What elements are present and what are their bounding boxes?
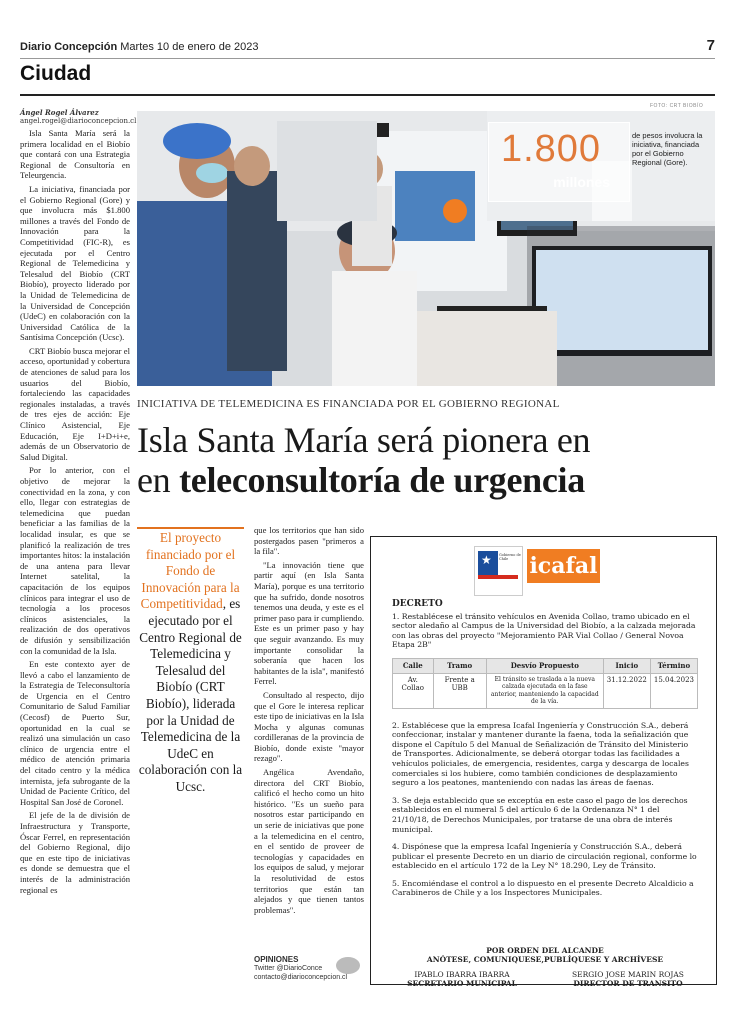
author-name: Ángel Rogel Álvarez: [20, 108, 99, 117]
table-header-row: [393, 658, 698, 673]
order-line-2: ANÓTESE, COMUNIQUESE,PUBLÍQUESE Y ARCHÍVESE: [426, 955, 664, 964]
masthead-rule: [20, 58, 715, 59]
pull-quote-text: , es ejecutado por el Centro Regional de Telemedicina y Telesalud del Biobío (CRT Biobío), liderada por la Unidad de Telemedicina de la UdeC en colaboración con la Ucsc.: [138, 596, 243, 794]
photo-credit: FOTO: CRT BIOBÍO: [650, 103, 704, 109]
government-logo: [474, 546, 523, 596]
pull-quote-rule: [137, 527, 244, 529]
callout-text: de pesos involucra la iniciativa, financiada por el Gobierno Regional (Gore).: [632, 131, 703, 167]
speech-bubble-icon: [336, 957, 360, 974]
table-header: Tramo: [433, 658, 486, 673]
issue-date: Martes 10 de enero de 2023: [120, 41, 259, 53]
opinions-title: OPINIONES: [254, 955, 299, 964]
page-number: 7: [706, 37, 715, 54]
paragraph: Isla Santa María será la primera localidad en el Biobío que contará con una Estrategia Regional de Consultoría en Teleurgencia.: [20, 128, 130, 181]
paragraph: En este contexto ayer de llevó a cabo el lanzamiento de la Estrategia de Teleconsultoría de Urgencia en el Centro Comunitario de Salud Familiar (Cecosf) de Puerto Sur, oportunidad en la cual se realizó una simulación un caso clínico de urgencia entre el médico de atención primaria del citado centro y la médica internista, jefa subrogante de la Unidad de Paciente Crítico, del Hospital San José de Coronel.: [20, 659, 130, 807]
newspaper-name: Diario Concepción: [20, 41, 118, 53]
paragraph: Consultado al respecto, dijo que el Gore le interesa replicar este tipo de iniciativas en la Isla Mocha y algunas comunas cordilleranas de la provincia de Biobío, donde existe "mayor rezago".: [254, 689, 364, 764]
table-cell: El tránsito se traslada a la nueva calzada ejecutada en la fase anterior, manteniendo la capacidad de la vía.: [486, 673, 603, 708]
order-line-1: POR ORDEN DEL ALCANDE: [486, 946, 604, 955]
author-email: angel.rogel@diarioconcepcion.cl: [20, 117, 137, 125]
signature-role: SECRETARIO MUNICIPAL: [407, 979, 517, 988]
government-logo-text: Gobierno de Chile: [499, 553, 521, 561]
article-column-middle: [254, 525, 364, 957]
paragraph: Angélica Avendaño, directora del CRT Biobío, calificó el hecho como un hito histórico. "Es un sueño para nosotros estar participando en un serie de iniciativas que pone a la telemedicina en el centro, en el sentido de proveer de tecnologías y capacidades en los equipos de salud, y mejorar la resolutividad de estos territorios que están tan alejados y que tienen tantos problemas".: [254, 767, 364, 915]
kicker: INICIATIVA DE TELEMEDICINA ES FINANCIADA POR EL GOBIERNO REGIONAL: [137, 398, 560, 410]
signature-director: [558, 970, 698, 988]
table-header: Inicio: [603, 658, 650, 673]
table-header: Calle: [393, 658, 434, 673]
decree-item: 3. Se deja establecido que se exceptúa en este caso el pago de los derechos establecidos en el numeral 5 del artículo 6 de la Ordenanza N° 1 del 21/10/18, de Derechos Municipales, por tratarse de una obra de interés municipal.: [392, 795, 688, 834]
table-cell: 15.04.2023: [650, 673, 697, 708]
icafal-logo: icafal: [527, 549, 600, 583]
pull-quote-highlight: El proyecto financiado por el Fondo de Innovación para la Competitividad: [140, 530, 240, 612]
table-cell: Av. Collao: [393, 673, 434, 708]
decree-item: 4. Dispónese que la empresa Icafal Ingeniería y Construcción S.A., deberá publicar el presente Decreto en un diario de circulación regional, conforme lo establecido en el artículo 172 de la Ley N° 18.290, Ley de Tránsito.: [392, 842, 697, 871]
paragraph: "La innovación tiene que partir aquí (en Isla Santa María), porque es una territorio que ha sufrido, donde nosotros tenemos una deuda, y este es el primer paso para ir cumpliendo. Este es un primer paso y hay que seguir avanzando. Es muy importante consolidar la soberanía que hacen los habitantes de la isla", manifestó Ferrel.: [254, 559, 364, 687]
signature-name: IPABLO IBARRA IBARRA: [414, 970, 510, 979]
paragraph: que los territorios que han sido postergados pasen "primeros a la fila".: [254, 525, 364, 557]
headline-bold: teleconsultoría de urgencia: [179, 460, 585, 500]
table-header: Término: [650, 658, 697, 673]
pull-quote: [137, 530, 244, 796]
headline-regular: en: [137, 460, 180, 500]
table-header: Desvío Propuesto: [486, 658, 603, 673]
decree-body: [392, 600, 698, 906]
signature-name: SERGIO JOSE MARIN ROJAS: [572, 970, 684, 979]
byline: [20, 108, 135, 126]
star-icon: ★: [481, 553, 492, 567]
callout-amount: 1.800: [500, 128, 602, 170]
article-column-left: [20, 128, 130, 990]
masthead: [20, 37, 715, 59]
headline: [137, 420, 727, 500]
headline-line-1: Isla Santa María será pionera en: [137, 420, 591, 460]
section-title: Ciudad: [20, 62, 92, 85]
paragraph: CRT Biobío busca mejorar el acceso, oportunidad y cobertura de atenciones de salud para los usuarios del Biobío, fortaleciendo las capacidades regionales instaladas, a través de tres ejes de acción: Eje Clínico Asistencial, Eje Educación, Eje I+D+i+e, además de un Observatorio de Salud Digital.: [20, 345, 130, 462]
paragraph: La iniciativa, financiada por el Gobierno Regional (Gore) y que involucra más $1.800 millones a través del Fondo de Innovación para la Competitividad (FIC-R), es ejecutada por el Centro Regional de Telemedicina y Telesalud del Biobío (CRT Biobío), proyecto liderado por la Unidad de Telemedicina de la Universidad de Concepción (UdeC) en colaboración con la Universidad Católica de la Santísima Concepción (Ucsc).: [20, 183, 130, 343]
signature-role: DIRECTOR DE TRANSITO: [573, 979, 683, 988]
callout-unit: millones: [553, 174, 610, 190]
paragraph: El jefe de la de división de Infraestructura y Transporte, Óscar Ferrel, en representación del Gobierno Regional, dijo que en este tipo de iniciativas es donde se demuestra que el interés de la administración regional es: [20, 810, 130, 895]
paragraph: Por lo anterior, con el objetivo de mejorar la conectividad en la zona, y con ello, llegar con estrategias de telemedicina que puedan beneficiar a las familias de la localidad insular, es que se planificó la realización de tres importantes hitos: la instalación de una antena para llevar Internet satelital, la capacitación de los equipos clínicos para integrar el uso de tecnología a los procesos clínicos asistenciales, la realización de dos operativos de difusión y sensibilización con la comunidad de la Isla.: [20, 465, 130, 656]
detour-table: [392, 658, 698, 709]
table-row: [393, 673, 698, 708]
decree-item: 5. Encomiéndase el control a lo dispuesto en el presente Decreto Alcaldicio a Carabineros de Chile y a los Inspectores Municipales.: [392, 878, 694, 898]
decree-order: [392, 946, 698, 964]
opinions-email[interactable]: contacto@diarioconcepcion.cl: [254, 974, 348, 981]
decree-item: 1. Restablécese el tránsito vehículos en Avenida Collao, tramo ubicado en el sector aledaño al Campus de la Universidad del Biobío, a la calzada mejorada con las obras del proyecto "Mejoramiento PAR Vial Collao / General Novoa Etapa 2B": [392, 611, 696, 650]
decree-item: 2. Establécese que la empresa Icafal Ingeniería y Construcción S.A., deberá confeccionar, instalar y mantener durante la faena, toda la señalización que dispone el Capítulo 5 del Manual de Señalización de Tránsito del Ministerio de Transportes. Adicionalmente, se deberá otorgar todas las facilidades a vehículos policiales, de emergencia, residentes, carga y descarga de locales comerciales si los hubiere, como también condiciones de desplazamiento seguro a los peatones, manteniendo con nadas las áreas de faenas.: [392, 720, 689, 788]
table-cell: 31.12.2022: [603, 673, 650, 708]
decree-title: DECRETO: [392, 599, 443, 609]
signature-secretary: [392, 970, 532, 988]
section-rule: [20, 94, 715, 96]
table-cell: Frente a UBB: [433, 673, 486, 708]
opinions-twitter[interactable]: Twitter @DiarioConce: [254, 965, 323, 972]
headline-line-2: [137, 460, 727, 500]
